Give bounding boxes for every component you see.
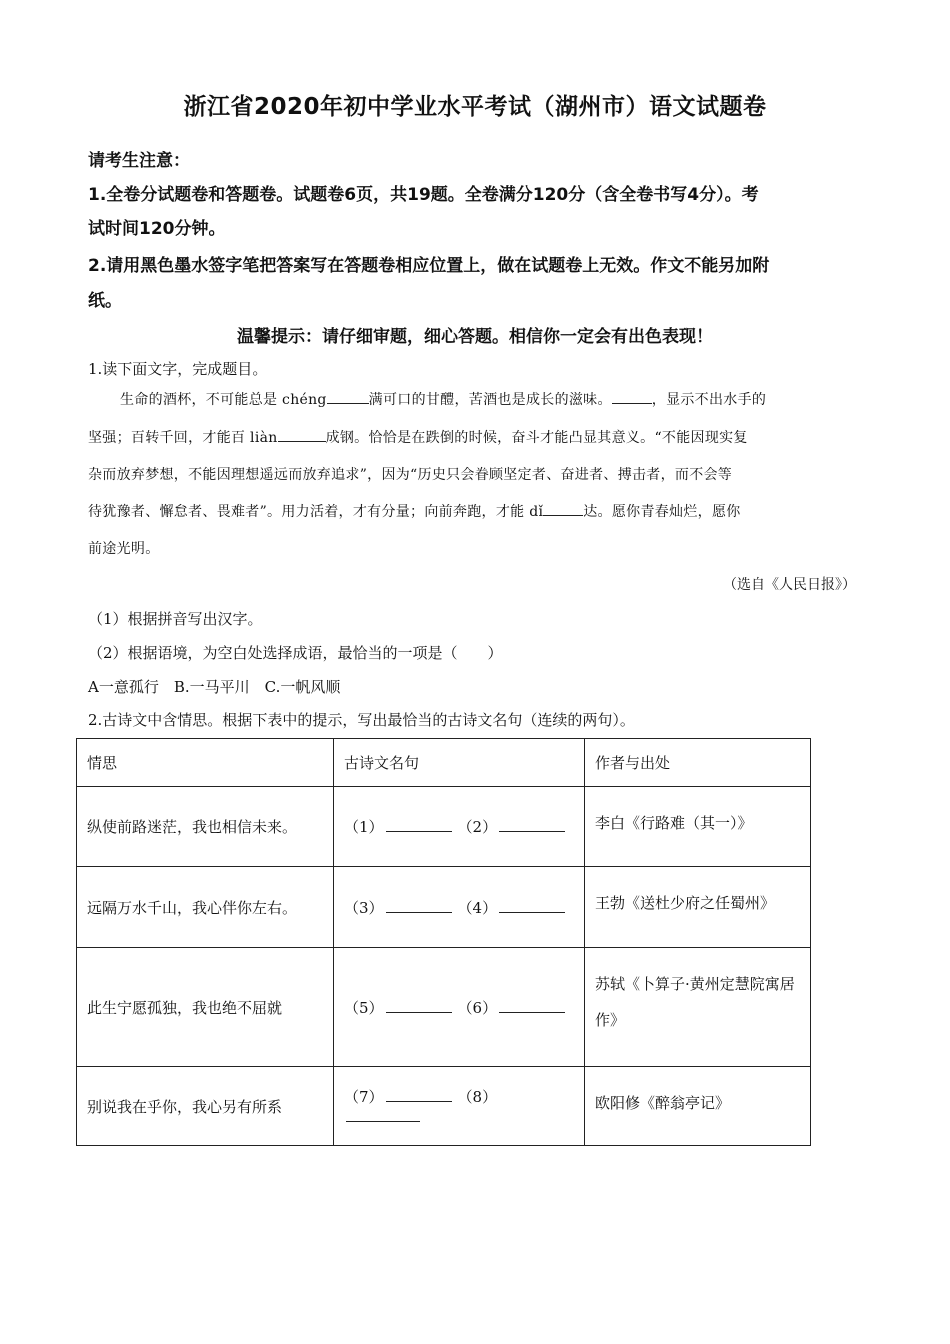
passage-text: 生命的酒杯，不可能总是 chéng [120, 392, 327, 408]
passage-text: 成钢。恰恰是在跌倒的时候，奋斗才能凸显其意义。“不能因现实复 [325, 430, 748, 446]
answer-cell [334, 867, 585, 948]
poem-table [76, 738, 811, 1146]
exam-title: 浙江省2020年初中学业水平考试（湖州市）语文试题卷 [183, 94, 767, 120]
passage-line-3: 杂而放弃梦想，不能因理想遥远而放弃追求”，因为“历史只会眷顾坚定者、奋进者、搏击者，而不会等 [88, 467, 733, 483]
warm-tip: 温馨提示：请仔细审题，细心答题。相信你一定会有出色表现！ [237, 327, 713, 347]
blank-label: （2） [457, 818, 498, 836]
answer-blank-4[interactable] [499, 898, 565, 913]
question-1-stem: 1.读下面文字，完成题目。 [88, 360, 268, 378]
answer-blank-5[interactable] [386, 998, 452, 1013]
blank-label: （5） [344, 998, 384, 1017]
pinyin-blank-2[interactable] [278, 427, 326, 442]
notice-item-1-line-1: 1.全卷分试题卷和答题卷。试题卷6页，共19题。全卷满分120分（含全卷书写4分）。考 [88, 185, 759, 205]
answer-blank-1[interactable] [386, 817, 452, 832]
answer-cell [334, 1067, 585, 1146]
row-feeling: 此生宁愿孤独，我也绝不屈就 [77, 948, 334, 1067]
passage-line-1 [120, 382, 896, 420]
pinyin-blank-3[interactable] [543, 501, 583, 516]
passage-source: （选自《人民日报》） [723, 577, 856, 593]
table-row [77, 948, 811, 1067]
passage-line-5: 前途光明。 [88, 541, 160, 557]
header-poem-line: 古诗文名句 [334, 739, 585, 787]
notice-item-1-line-2: 试时间120分钟。 [88, 219, 226, 239]
passage-text: 满可口的甘醴，苦酒也是成长的滋味。 [368, 392, 612, 408]
answer-cell [334, 787, 585, 867]
blank-label: （6） [457, 998, 498, 1017]
question-1-sub-1: （1）根据拼音写出汉字。 [88, 610, 263, 628]
table-row [77, 1067, 811, 1146]
passage-text: 坚强；百转千回，才能百 liàn [88, 430, 278, 446]
question-1-sub-2: （2）根据语境，为空白处选择成语，最恰当的一项是（ ） [88, 644, 503, 662]
passage-text: ，显示不出水手的 [651, 392, 767, 408]
table-row [77, 787, 811, 867]
answer-blank-8[interactable] [346, 1107, 420, 1122]
answer-cell [334, 948, 585, 1067]
passage-line-2 [88, 420, 864, 458]
table-header-row [77, 739, 811, 787]
question-1-options: A一意孤行 B.一马平川 C.一帆风顺 [88, 678, 341, 696]
answer-blank-7[interactable] [386, 1087, 452, 1102]
row-feeling: 纵使前路迷茫，我也相信未来。 [77, 787, 334, 867]
passage-text: 达。愿你青春灿烂，愿你 [583, 504, 741, 520]
blank-label: （7） [344, 1088, 384, 1106]
header-author-source: 作者与出处 [585, 739, 811, 787]
question-2-stem: 2.古诗文中含情思。根据下表中的提示，写出最恰当的古诗文名句（连续的两句）。 [88, 711, 635, 729]
header-feeling: 情思 [77, 739, 334, 787]
notice-item-2-line-1: 2.请用黑色墨水签字笔把答案写在答题卷相应位置上，做在试题卷上无效。作文不能另加附 [88, 256, 770, 276]
blank-label: （3） [344, 898, 384, 917]
row-feeling: 远隔万水千山，我心伴你左右。 [77, 867, 334, 948]
idiom-blank[interactable] [612, 389, 652, 404]
row-source: 王勃《送杜少府之任蜀州》 [585, 867, 811, 948]
passage-line-4 [88, 494, 864, 532]
notice-item-2-line-2: 纸。 [88, 291, 122, 311]
row-source: 欧阳修《醉翁亭记》 [585, 1067, 811, 1146]
row-source: 苏轼《卜算子·黄州定慧院寓居作》 [585, 948, 811, 1067]
blank-label: （8） [457, 1088, 498, 1106]
answer-blank-3[interactable] [386, 898, 452, 913]
blank-label: （4） [457, 898, 498, 917]
blank-label: （1） [344, 818, 384, 836]
pinyin-blank-1[interactable] [327, 389, 369, 404]
table-row [77, 867, 811, 948]
row-source: 李白《行路难（其一）》 [585, 787, 811, 867]
answer-blank-2[interactable] [499, 817, 565, 832]
notice-heading: 请考生注意： [88, 151, 190, 171]
row-feeling: 别说我在乎你，我心另有所系 [77, 1067, 334, 1146]
passage-text: 待犹豫者、懈怠者、畏难者”。用力活着，才有分量；向前奔跑，才能 dǐ [88, 504, 544, 520]
answer-blank-6[interactable] [499, 998, 565, 1013]
